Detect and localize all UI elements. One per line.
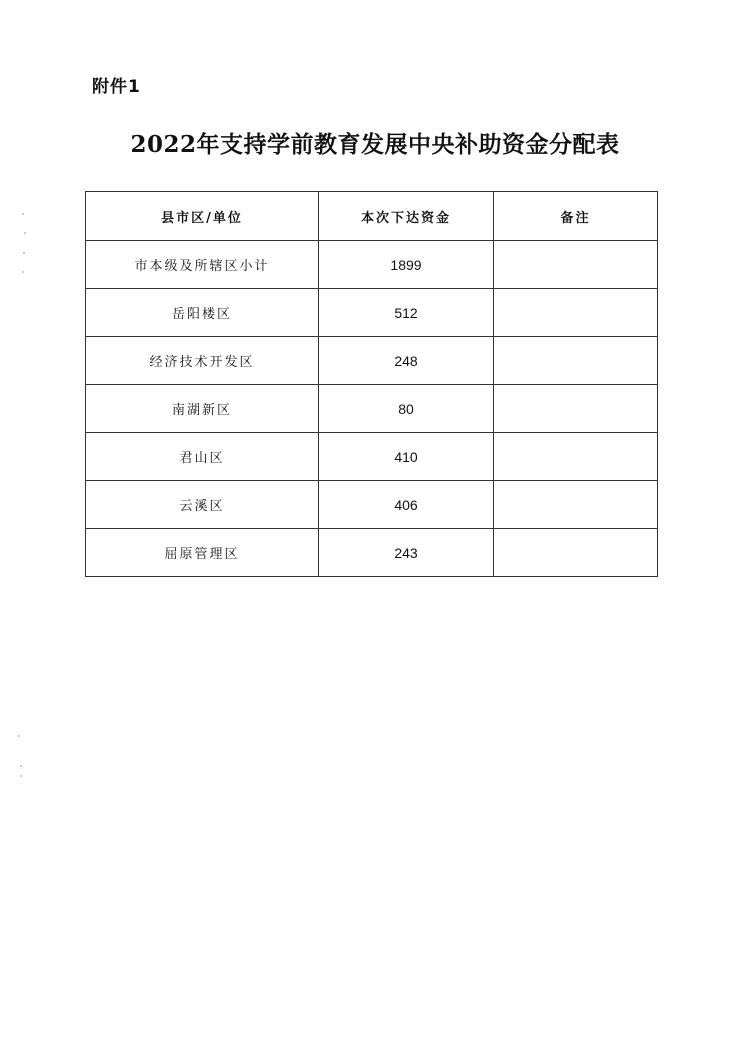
attachment-label: 附件1 — [92, 77, 141, 97]
unit-cell: 岳阳楼区 — [86, 289, 319, 337]
table-row — [86, 385, 658, 433]
unit-cell: 君山区 — [86, 433, 319, 481]
table-header-row — [86, 192, 658, 241]
amount-cell: 248 — [319, 337, 494, 385]
unit-cell: 南湖新区 — [86, 385, 319, 433]
amount-cell: 243 — [319, 529, 494, 577]
note-cell — [494, 241, 658, 289]
scan-artifact — [24, 232, 26, 234]
scan-artifact — [22, 271, 24, 273]
scan-artifact — [20, 775, 22, 777]
allocation-table — [85, 191, 658, 577]
table-row — [86, 529, 658, 577]
note-cell — [494, 529, 658, 577]
amount-cell: 410 — [319, 433, 494, 481]
table-row — [86, 241, 658, 289]
unit-cell: 云溪区 — [86, 481, 319, 529]
note-cell — [494, 289, 658, 337]
scan-artifact — [22, 213, 24, 215]
amount-cell: 1899 — [319, 241, 494, 289]
document-title: 2022年支持学前教育发展中央补助资金分配表 — [130, 131, 620, 158]
table-row — [86, 337, 658, 385]
scan-artifact — [20, 765, 22, 767]
header-unit: 县市区/单位 — [86, 192, 319, 241]
table-row — [86, 289, 658, 337]
note-cell — [494, 433, 658, 481]
amount-cell: 512 — [319, 289, 494, 337]
header-note: 备注 — [494, 192, 658, 241]
amount-cell: 80 — [319, 385, 494, 433]
unit-cell: 屈原管理区 — [86, 529, 319, 577]
note-cell — [494, 481, 658, 529]
table-row — [86, 481, 658, 529]
scan-artifact — [23, 252, 25, 254]
header-amount: 本次下达资金 — [319, 192, 494, 241]
table-row — [86, 433, 658, 481]
unit-cell: 经济技术开发区 — [86, 337, 319, 385]
amount-cell: 406 — [319, 481, 494, 529]
unit-cell: 市本级及所辖区小计 — [86, 241, 319, 289]
note-cell — [494, 385, 658, 433]
note-cell — [494, 337, 658, 385]
scan-artifact — [18, 735, 20, 737]
